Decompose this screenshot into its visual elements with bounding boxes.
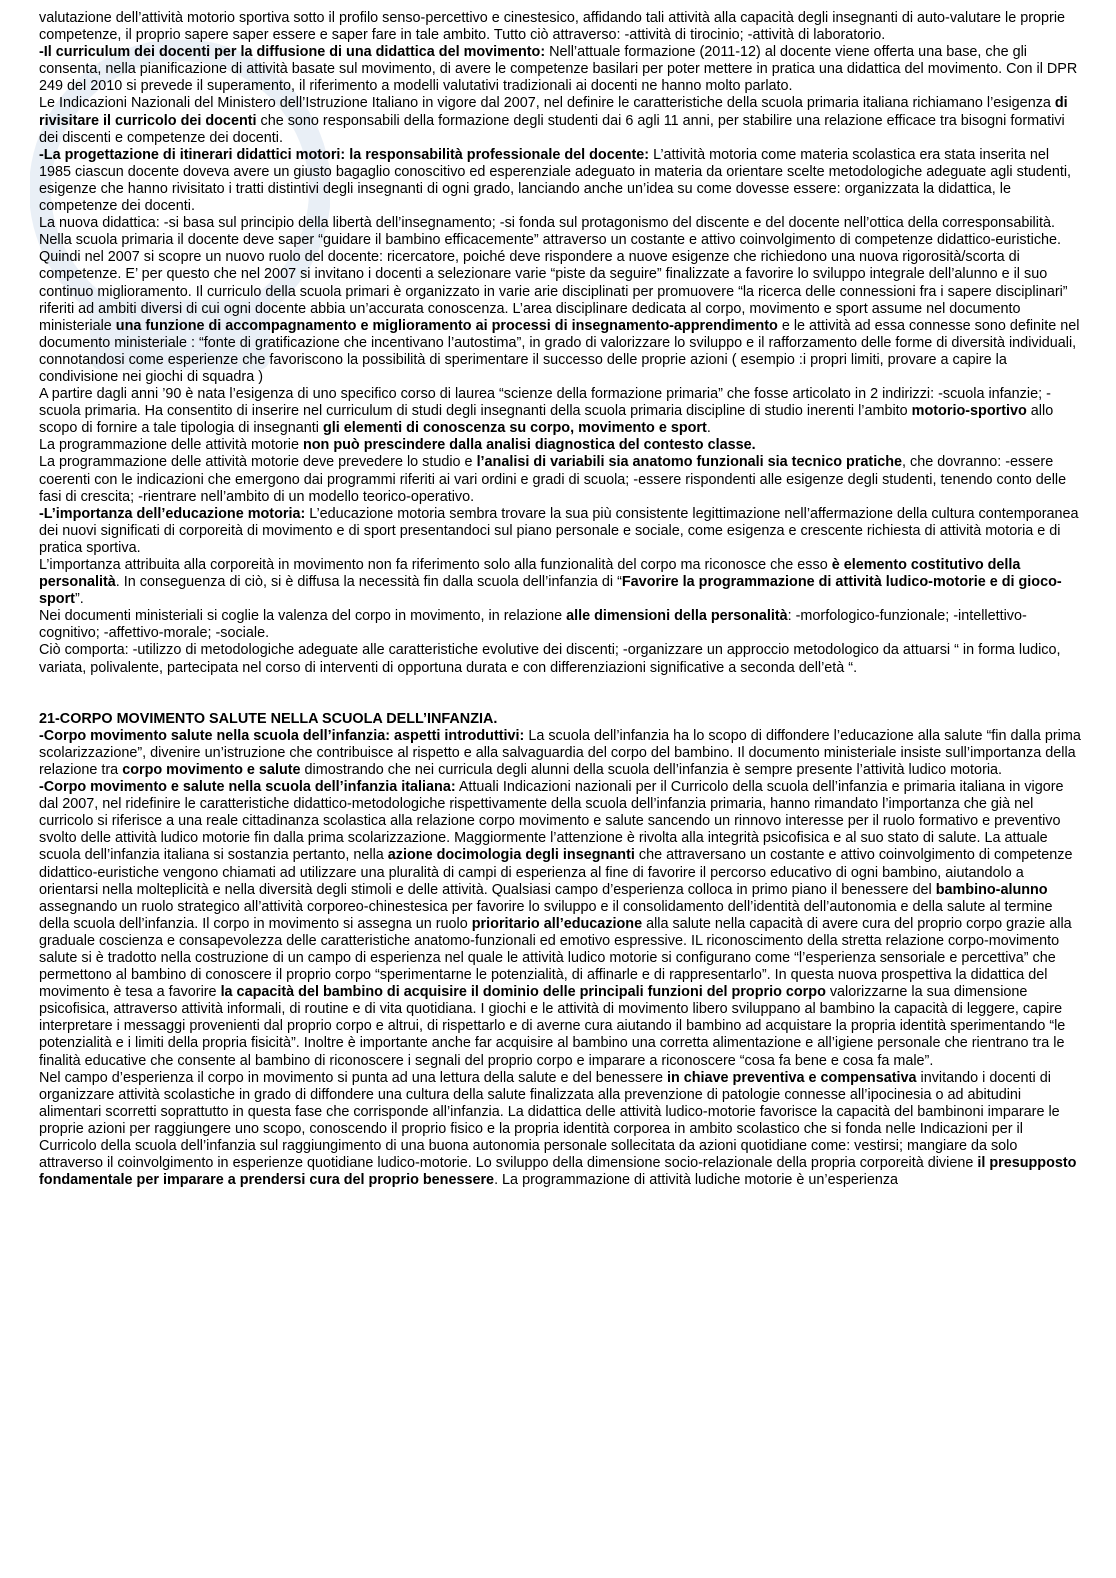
text-run: ”. xyxy=(74,591,84,608)
text-run: alla salute nella capacità di avere cura del proprio corpo grazie alla graduale coscienza e consapevolezza delle caratteristiche anatomo-funzionali ed emotivo espressive. IL riconoscimento della stretta relazione corpo-movimento salute si è tradotto nella costruzione di un campo di esperienza nel quale le attività ludico motorie si configurano come “l’esperienza sensoriale e percettiva” che permettono al bambino di conoscere il proprio corpo “sperimentarne le potenzialità, di affinarle e di rappresentarlo”. In questa nuova prospettiva la didattica del movimento è tesa a favorire xyxy=(39,915,1072,1001)
paragraph xyxy=(39,608,1081,642)
paragraph xyxy=(39,728,1081,779)
text-run: , che dovranno: -essere coerenti con le indicazioni che emergono dai programmi riferiti ai vari ordini e gradi di scuola; -essere rispondenti alle esigenze degli studenti, tenendo conto delle fasi di crescita; -rientrare nell’ambito di un modello teorico-operativo. xyxy=(39,454,1067,505)
bold-text: alle dimensioni della personalità xyxy=(566,608,788,625)
text-run: Nel campo d’esperienza il corpo in movimento si punta ad una lettura della salute e del benessere xyxy=(39,1069,667,1086)
text-run: Nell’attuale formazione (2011-12) al docente viene offerta una base, che gli consenta, nella pianificazione di attività basate sul movimento, di avere le competenze basilari per poter mettere in pratica una didattica del movimento. Con il DPR 249 del 2010 si prevede il superamento, il riferimento a modelli valutativi tradizionali ai docenti ne hanno molto parlato. xyxy=(39,44,1078,95)
bold-text: Favorire la programmazione di attività ludico-motorie e di gioco-sport xyxy=(39,574,1062,608)
text-run: La scuola dell’infanzia ha lo scopo di diffondere l’educazione alla salute “fin dalla prima scolarizzazione”, divenire un’istruzione che contribuisce al rispetto e alla salvaguardia del corpo del bambino. Il documento ministeriale insiste sull’importanza della relazione tra xyxy=(39,727,1081,778)
bold-text: una funzione di accompagnamento e miglioramento ai processi di insegnamento-apprendimento xyxy=(115,317,778,334)
paragraph xyxy=(39,10,1081,44)
bold-text: è elemento costitutivo della personalità xyxy=(39,557,1021,591)
text-run: . In conseguenza di ciò, si è diffusa la necessità fin dalla scuola dell’infanzia di “ xyxy=(115,574,622,591)
text-run: Le Indicazioni Nazionali del Ministero dell’Istruzione Italiano in vigore dal 2007, nel definire le caratteristiche della scuola primaria italiana richiamano l’esigenza xyxy=(39,95,1055,112)
text-run: La programmazione delle attività motorie xyxy=(39,437,303,454)
paragraph xyxy=(39,44,1081,95)
bold-text: in chiave preventiva e compensativa xyxy=(666,1069,917,1086)
section-gap xyxy=(39,677,1081,711)
paragraph xyxy=(39,557,1081,608)
text-run: . xyxy=(706,420,711,437)
bold-text: -La progettazione di itinerari didattici motori: la responsabilità professionale del docente: xyxy=(39,146,650,163)
bold-text: prioritario all’educazione xyxy=(471,915,643,932)
paragraph-block-2 xyxy=(39,728,1081,1190)
bold-text: -L’importanza dell’educazione motoria: xyxy=(39,505,306,522)
paragraph xyxy=(39,454,1081,505)
bold-text: -Corpo movimento e salute nella scuola dell’infanzia italiana: xyxy=(39,779,456,796)
text-run: L’importanza attribuita alla corporeità in movimento non fa riferimento solo alla funzionalità del corpo ma riconosce che esso xyxy=(39,557,832,573)
text-run: valorizzarne la sua dimensione psicofisica, attraverso attività informali, di routine e di vita quotidiana. I giochi e le attività di movimento libero sviluppano al bambino la capacità di leggere, capire interpretare i messaggi provenienti dal proprio corpo e altrui, di rispettarlo e di averne cura aiutando il bambino ad acquistare la propria identità sperimentando “le potenzialità e i limiti della propria fisicità”. Inoltre è importante anche far acquisire al bambino una corretta alimentazione e all’igiene personale che rientrano tra le finalità educative che consente al bambino di riconoscere i segnali del proprio corpo e imparare a riconoscere “cosa fa bene e cosa fa male”. xyxy=(39,984,1066,1069)
bold-text: la capacità del bambino di acquisire il dominio delle principali funzioni del proprio corpo xyxy=(220,984,826,1001)
text-run: allo scopo di fornire a tale tipologia di insegnanti xyxy=(39,403,1054,437)
paragraph xyxy=(39,147,1081,215)
bold-text: l’analisi di variabili sia anatomo funzionali sia tecnico pratiche xyxy=(476,454,903,471)
bold-text: bambino-alunno xyxy=(935,881,1048,898)
bold-text: di rivisitare il curricolo dei docenti xyxy=(39,95,1068,129)
text-run: valutazione dell’attività motorio sportiva sotto il profilo senso-percettivo e cinestesico, affidando tali attività alla capacità degli insegnanti di auto-valutare le proprie competenze, il proprio sapere saper essere e saper fare in tale ambito. Tutto ciò attraverso: -attività di tirocinio; -attività di laboratorio. xyxy=(39,10,1066,44)
text-run: assegnando un ruolo strategico all’attività corporeo-chinestesica per favorire lo sviluppo e il consolidamento dell’identità dell’autonomia e della salute al termine della scuola dell’infanzia. Il corpo in movimento si assegna un ruolo xyxy=(39,898,1053,932)
text-run: . La programmazione di attività ludiche motorie è un’esperienza xyxy=(494,1172,899,1189)
text-run: dimostrando che nei curricula degli alunni della scuola dell’infanzia è sempre presente l’attività ludico motoria. xyxy=(300,761,1003,778)
text-run: L’educazione motoria sembra trovare la sua più consistente legittimazione nell’affermazione della cultura contemporanea dei nuovi significati di corporeità di movimento e di sport presentandoci sul piano personale e sociale, come esigenza e crescente richiesta di attività motoria e di pratica sportiva. xyxy=(39,505,1079,556)
bold-text: azione docimologia degli insegnanti xyxy=(387,847,635,864)
document-body xyxy=(39,10,1081,1189)
text-run: Nei documenti ministeriali si coglie la valenza del corpo in movimento, in relazione xyxy=(39,608,567,625)
paragraph xyxy=(39,1070,1081,1190)
paragraph xyxy=(39,215,1081,232)
paragraph-block-1 xyxy=(39,10,1081,677)
paragraph xyxy=(39,642,1081,676)
text-run: L’attività motoria come materia scolastica era stata inserita nel 1985 ciascun docente doveva avere un giusto bagaglio conoscitivo ed esperenziale adeguato in materia da orientare scelte metodologiche adeguate agli studenti, esigenze che hanno rivisitato i tratti distintivi degli insegnanti di ogni grado, lanciando anche un’idea su come dovesse essere: organizzata la didattica, le competenze dei docenti. xyxy=(39,146,1072,215)
paragraph xyxy=(39,779,1081,1070)
bold-text: non può prescindere dalla analisi diagnostica del contesto classe. xyxy=(302,437,756,454)
bold-text: il presupposto fondamentale per imparare a prendersi cura del proprio benessere xyxy=(39,1155,1077,1189)
paragraph xyxy=(39,95,1081,146)
text-run: che sono responsabili della formazione degli studenti dai 6 agli 11 anni, per stabilire una relazione efficace tra bisogni formativi dei discenti e competenze dei docenti. xyxy=(39,112,1065,146)
text-run: A partire dagli anni ’90 è nata l’esigenza di uno specifico corso di laurea “scienze della formazione primaria” che fosse articolato in 2 indirizzi: -scuola infanzie; -scuola primaria. Ha consentito di inserire nel curriculum di studi degli insegnanti della scuola primaria discipline di studio inerenti l’ambito xyxy=(39,386,1051,420)
bold-text: corpo movimento e salute xyxy=(122,761,301,778)
text-run: Nella scuola primaria il docente deve saper “guidare il bambino efficacemente” attraverso un costante e attivo coinvolgimento di competenze didattico-euristiche. Quindi nel 2007 si scopre un nuovo ruolo del docente: ricercatore, poiché deve rispondere a nuove esigenze che richiedono una nuova rigorosità/scorta di competenze. E’ per questo che nel 2007 si invitano i docenti a selezionare varie “piste da seguire” finalizzate a favorire lo sviluppo integrale dell’alunno e il suo continuo miglioramento. Il curriculo della scuola primari è organizzato in varie arie disciplinati per promuovere “la ricerca delle connessioni fra i sapere disciplinari” riferiti ad ambiti diversi di cui ogni docente abbia un’accurata conoscenza. L’area disciplinare dedicata al corpo, movimento e sport assume nel documento ministeriale xyxy=(39,232,1068,334)
text-run: : -morfologico-funzionale; -intellettivo-cognitivo; -affettivo-morale; -sociale. xyxy=(39,608,1027,642)
text-run: Ciò comporta: -utilizzo di metodologiche adeguate alle caratteristiche evolutive dei discenti; -organizzare un approccio metodologico da attuarsi “ in forma ludico, variata, polivalente, partecipata nel corso di interventi di opportuna durata e con differenziazioni significative a seconda dell’età “. xyxy=(39,642,1061,676)
section-heading: 21-CORPO MOVIMENTO SALUTE NELLA SCUOLA DELL’INFANZIA. xyxy=(39,710,498,727)
bold-text: motorio-sportivo xyxy=(911,403,1027,420)
text-run: e le attività ad essa connesse sono definite nel documento ministeriale : “fonte di gratificazione che incentivano l’autostima”, in grado di valorizzare lo sviluppo e il rafforzamento delle forme di diversità individuali, connotandosi come esperienze che favoriscono la possibilità di sperimentare il successo delle proprie azioni ( esempio :i propri limiti, provare a capire la condivisione nei giochi di squadra ) xyxy=(39,317,1080,385)
bold-text: -Corpo movimento salute nella scuola dell’infanzia: aspetti introduttivi: xyxy=(39,727,525,744)
paragraph xyxy=(39,386,1081,437)
text-run: La nuova didattica: -si basa sul principio della libertà dell’insegnamento; -si fonda sul protagonismo del discente e del docente nell’ottica della corresponsabilità. xyxy=(39,215,1055,232)
bold-text: gli elementi di conoscenza su corpo, movimento e sport xyxy=(323,420,707,437)
text-run: che attraversano un costante e attivo coinvolgimento di competenze didattico-euristiche vengono chiamati ad utilizzare una pluralità di campi di esperienza al fine di favorire il percorso educativo di ogni bambino, aiutandolo a orientarsi nella molteplicità e nella diversità degli stimoli e delle attività. Qualsiasi campo d’esperienza colloca in primo piano il benessere del xyxy=(39,847,1073,898)
text-run: Attuali Indicazioni nazionali per il Curricolo della scuola dell’infanzia e primaria italiana in vigore dal 2007, nel ridefinire le caratteristiche didattico-metodologiche rispettivamente della scuola dell’infanzia primaria, hanno rimandato l’importanza che già nel curricolo si riferisce a una reale cittadinanza scolastica alla relazione corpo movimento e salute sancendo un rinnovo interesse per il ruolo formativo e preventivo svolto delle attività ludico motorie fin dalla prima scolarizzazione. Maggiormente l’attenzione è rivolta alla integrità psicofisica e al suo stato di salute. La attuale scuola dell’infanzia italiana si sostanzia pertanto, nella xyxy=(39,779,1064,864)
paragraph xyxy=(39,437,1081,454)
bold-text: -Il curriculum dei docenti per la diffusione di una didattica del movimento: xyxy=(39,44,546,61)
paragraph xyxy=(39,232,1081,386)
paragraph xyxy=(39,506,1081,557)
text-run: invitando i docenti di organizzare attività scolastiche in grado di diffondere una cultura della salute finalizzata alla prevenzione di patologie connesse all’ipocinesia o ad abitudini alimentari scorretti soprattutto in questa fase che corrisponde all’infanzia. La didattica delle attività ludico-motorie favorisce la capacità del bambinoni imparare le proprie azioni per raggiungere uno scopo, conoscendo il proprio fisico e la propria identità corporea in ambito scolastico che si fonda nelle Indicazioni per il Curricolo della scuola dell’infanzia sul raggiungimento di una buona autonomia personale sollecitata da azioni quotidiane come: vestirsi; mangiare da solo attraverso il coinvolgimento in esperienze quotidiane ludico-motorie. Lo sviluppo della dimensione socio-relazionale della propria corporeità diviene xyxy=(39,1069,1060,1172)
text-run: La programmazione delle attività motorie deve prevedere lo studio e xyxy=(39,454,477,471)
